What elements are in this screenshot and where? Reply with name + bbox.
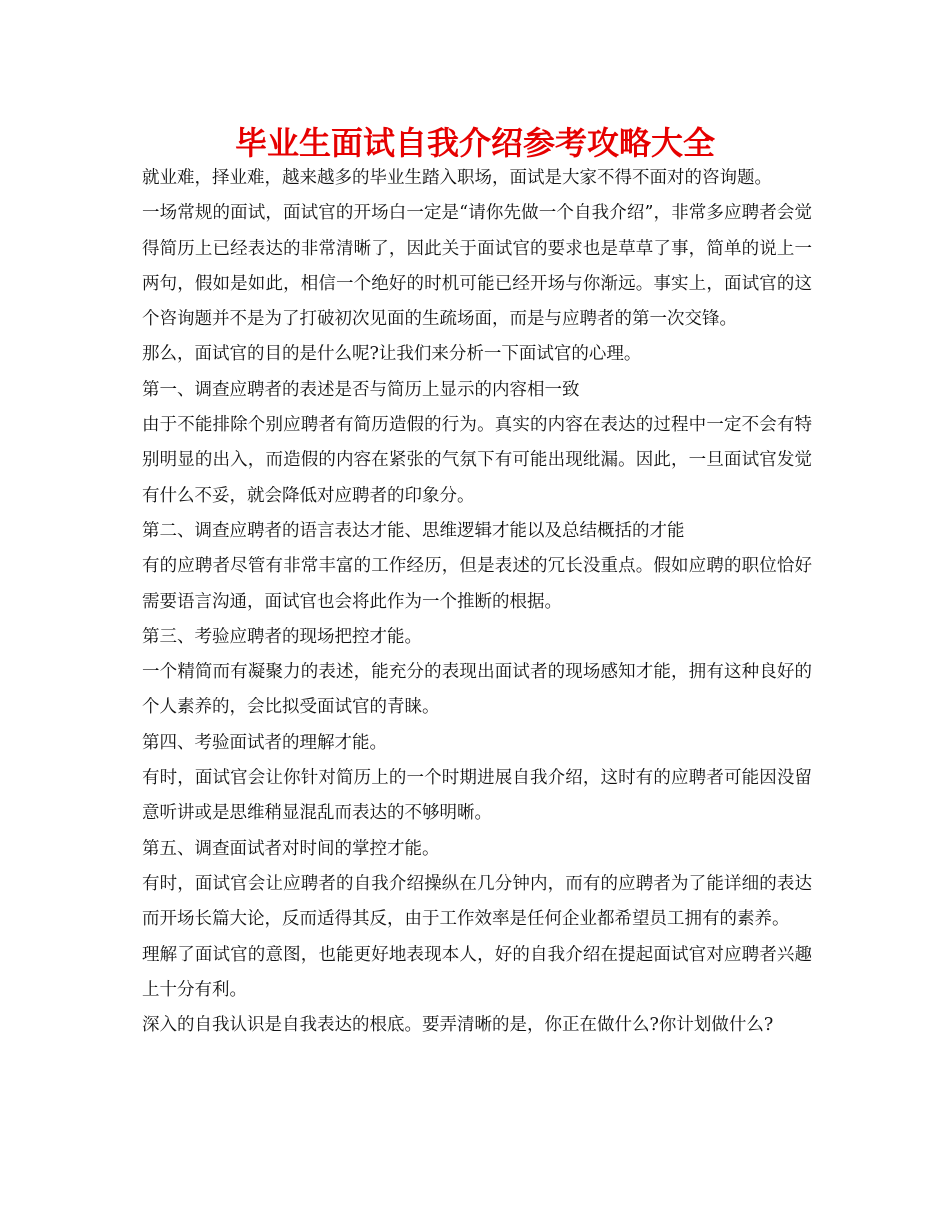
paragraph: 那么，面试官的目的是什么呢?让我们来分析一下面试官的心理。 [142,344,642,365]
section-heading-5: 第五、调查面试者对时间的掌控才能。 [142,838,440,859]
section-heading-3: 第三、考验应聘者的现场把控才能。 [142,626,422,647]
paragraph: 有时，面试官会让你针对简历上的一个时期进展自我介绍，这时有的应聘者可能因没留意听讲或是思维稍显混乱而表达的不够明晰。 [142,768,812,824]
section-heading-1: 第一、调查应聘者的表述是否与简历上显示的内容相一致 [142,379,580,400]
paragraph: 有时，面试官会让应聘者的自我介绍操纵在几分钟内，而有的应聘者为了能详细的表达而开场长篇大论，反而适得其反，由于工作效率是任何企业都希望员工拥有的素养。 [142,873,812,930]
paragraph: 由于不能排除个别应聘者有简历造假的行为。真实的内容在表达的过程中一定不会有特别明显的出入，而造假的内容在紧张的气氛下有可能出现纰漏。因此，一旦面试官发觉有什么不妥，就会降低对应聘者的印象分。 [142,415,812,506]
document-title: 毕业生面试自我介绍参考攻略大全 [234,124,715,162]
paragraph: 理解了面试官的意图，也能更好地表现本人，好的自我介绍在提起面试官对应聘者兴趣上十分有利。 [142,944,812,1000]
paragraph: 一场常规的面试，面试官的开场白一定是“请你先做一个自我介绍”，非常多应聘者会觉得简历上已经表达的非常清晰了，因此关于面试官的要求也是草草了事，简单的说上一两句，假如是如此，相信一个绝好的时机可能已经开场与你渐远。事实上，面试官的这个咨询题并不是为了打破初次见面的生疏场面，而是与应聘者的第一次交锋。 [142,203,812,330]
section-heading-4: 第四、考验面试者的理解才能。 [142,732,387,753]
paragraph: 就业难，择业难，越来越多的毕业生踏入职场，面试是大家不得不面对的咨询题。 [142,168,772,188]
paragraph: 一个精简而有凝聚力的表述，能充分的表现出面试者的现场感知才能，拥有这种良好的个人素养的，会比拟受面试官的青睐。 [142,662,812,718]
document-body [142,161,812,1043]
section-heading-2: 第二、调查应聘者的语言表达才能、思维逻辑才能以及总结概括的才能 [142,520,685,541]
paragraph: 深入的自我认识是自我表达的根底。要弄清晰的是，你正在做什么?你计划做什么? [142,1015,774,1036]
paragraph: 有的应聘者尽管有非常丰富的工作经历，但是表述的冗长没重点。假如应聘的职位恰好需要语言沟通，面试官也会将此作为一个推断的根据。 [142,556,812,612]
